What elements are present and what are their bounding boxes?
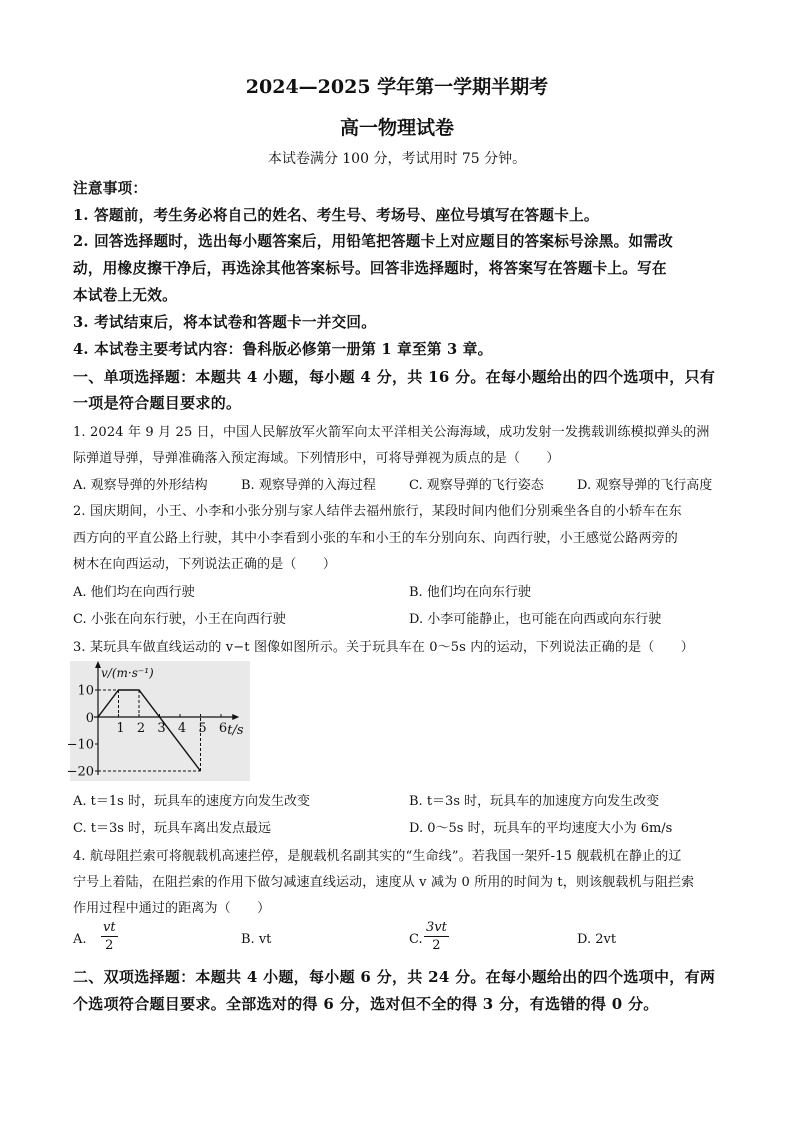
q4-option-c-label: C. (409, 932, 423, 947)
notice-line: 2. 回答选择题时，选出每小题答案后，用铅笔把答题卡上对应题目的答案标号涂黑。如需改 (73, 233, 673, 250)
x-axis-label: t/s (227, 723, 244, 738)
vt-graph (66, 661, 250, 781)
y-tick-label: −10 (66, 737, 94, 753)
section1-heading-cont: 一项是符合题目要求的。 (73, 394, 242, 412)
q2-option-c: C. 小张在向东行驶，小王在向西行驶 (73, 612, 286, 627)
q3-option-b: B. t＝3s 时，玩具车的加速度方向发生改变 (409, 794, 660, 809)
q1-option-b: B. 观察导弹的入海过程 (241, 478, 376, 493)
q3-option-c: C. t＝3s 时，玩具车离出发点最远 (73, 821, 272, 836)
subject-title: 高一物理试卷 (339, 117, 454, 139)
q1-option-c: C. 观察导弹的飞行姿态 (409, 478, 544, 493)
fraction-denominator: 2 (432, 938, 441, 953)
q2-option-d: D. 小李可能静止，也可能在向西或向东行驶 (409, 612, 662, 627)
question-4-text: 宁号上着陆，在阻拦索的作用下做匀减速直线运动，速度从 v 减为 0 所用的时间为 t，则该舰载机与阻拦索 (73, 875, 695, 890)
notice-line: 3. 考试结束后，将本试卷和答题卡一并交回。 (73, 314, 377, 331)
q2-option-a: A. 他们均在向西行驶 (73, 585, 195, 600)
exam-title: 2024—2025 学年第一学期半期考 (245, 76, 549, 98)
origin-label: 0 (85, 711, 94, 726)
notice-line: 动，用橡皮擦干净后，再选涂其他答案标号。回答非选择题时，将答案写在答题卡上。写在 (73, 260, 667, 277)
x-tick-label: 2 (136, 721, 146, 736)
notice-line: 1. 答题前，考生务必将自己的姓名、考生号、考场号、座位号填写在答题卡上。 (73, 207, 599, 224)
y-tick-label: 10 (77, 683, 94, 699)
x-tick-label: 3 (157, 721, 166, 736)
section2-heading: 二、双项选择题：本题共 4 小题，每小题 6 分，共 24 分。在每小题给出的四个选项中，有两 (73, 968, 716, 986)
q2-option-b: B. 他们均在向东行驶 (409, 585, 531, 600)
q4-option-d: D. 2vt (577, 932, 617, 947)
question-2-text: 2. 国庆期间，小王、小李和小张分别与家人结伴去福州旅行，某段时间内他们分别乘坐各自的小轿车在东 (73, 504, 682, 519)
section1-heading: 一、单项选择题：本题共 4 小题，每小题 4 分，共 16 分。在每小题给出的四个选项中，只有 (73, 368, 716, 386)
question-1-text: 1. 2024 年 9 月 25 日，中国人民解放军火箭军向太平洋相关公海海域，成功发射一发携载训练模拟弹头的洲 (73, 425, 710, 440)
q3-option-a: A. t＝1s 时，玩具车的速度方向发生改变 (73, 794, 310, 809)
section2-heading-cont: 个选项符合题目要求。全部选对的得 6 分，选对但不全的得 3 分，有选错的得 0 分。 (73, 995, 659, 1013)
notice-line: 本试卷上无效。 (73, 287, 177, 304)
notice-line: 4. 本试卷主要考试内容：鲁科版必修第一册第 1 章至第 3 章。 (73, 341, 493, 358)
question-2-text: 西方向的平直公路上行驶，其中小李看到小张的车和小王的车分别向东、向西行驶，小王感觉公路两旁的 (73, 531, 678, 546)
q4-option-b: B. vt (241, 932, 272, 947)
q4-option-c-fraction (424, 920, 449, 953)
question-1-text: 际弹道导弹，导弹准确落入预定海域。下列情形中，可将导弹视为质点的是（ ） (73, 451, 560, 466)
fraction-denominator: 2 (105, 938, 114, 953)
notice-heading: 注意事项： (73, 180, 148, 197)
x-tick-label: 5 (198, 721, 207, 736)
x-tick-label: 6 (218, 721, 228, 736)
q1-option-d: D. 观察导弹的飞行高度 (577, 478, 713, 493)
q4-option-a-fraction (101, 920, 118, 953)
question-3-text: 3. 某玩具车做直线运动的 v−t 图像如图所示。关于玩具车在 0～5s 内的运动，下列说法正确的是（ ） (73, 640, 694, 655)
question-4-text: 作用过程中通过的距离为（ ） (73, 901, 271, 916)
question-2-text: 树木在向西运动，下列说法正确的是（ ） (73, 557, 337, 572)
exam-info: 本试卷满分 100 分，考试用时 75 分钟。 (267, 151, 527, 167)
y-tick-label: −20 (66, 764, 94, 780)
x-tick-label: 4 (177, 721, 187, 736)
q4-option-a-label: A. (73, 932, 87, 947)
y-axis-label: v/(m·s⁻¹) (101, 666, 154, 680)
fraction-numerator: vt (103, 920, 116, 935)
x-tick-label: 1 (116, 721, 125, 736)
q3-option-d: D. 0～5s 时，玩具车的平均速度大小为 6m/s (409, 821, 673, 836)
q1-option-a: A. 观察导弹的外形结构 (73, 478, 208, 493)
fraction-numerator: 3vt (426, 920, 447, 935)
question-4-text: 4. 航母阻拦索可将舰载机高速拦停，是舰载机名副其实的“生命线”。若我国一架歼-15 舰载机在静止的辽 (73, 849, 682, 864)
